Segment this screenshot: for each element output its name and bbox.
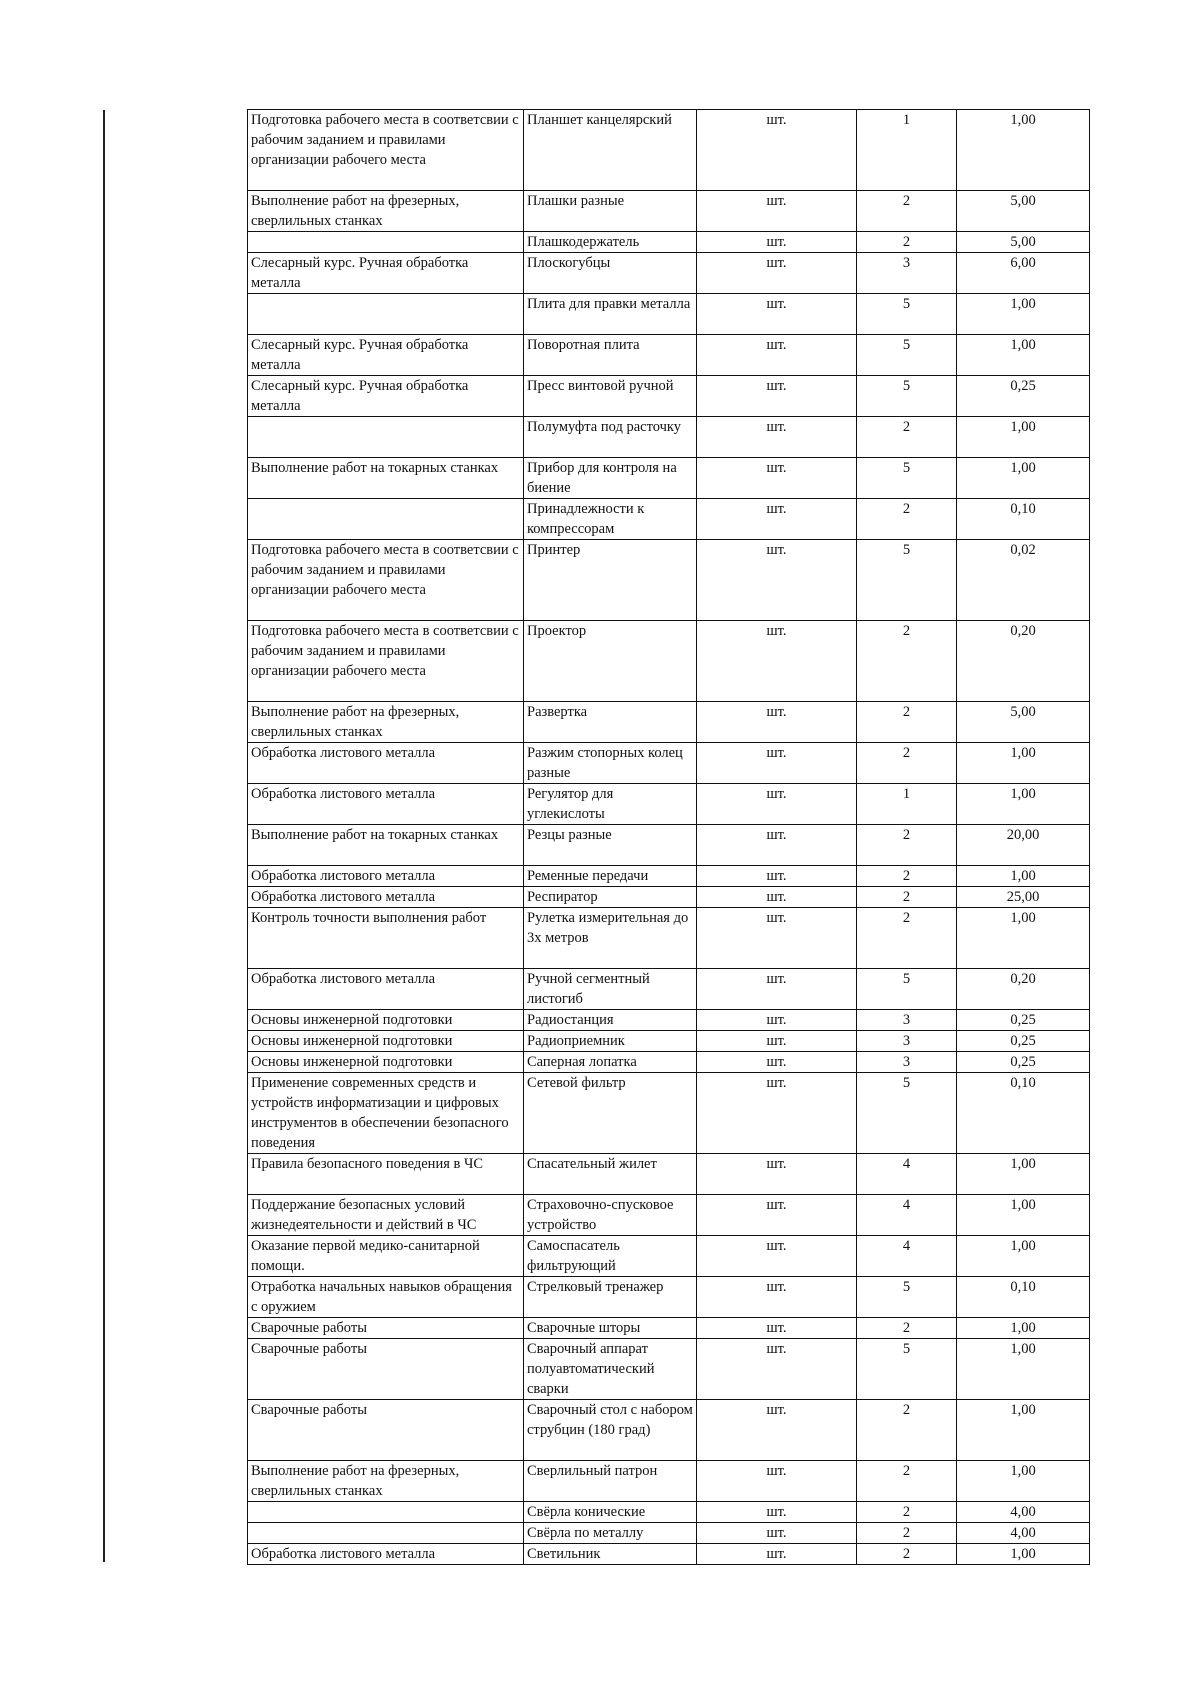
table-row <box>248 1073 1090 1154</box>
activity-cell: Сварочные работы <box>248 1318 524 1339</box>
activity-cell: Основы инженерной подготовки <box>248 1010 524 1031</box>
quantity-cell: 1 <box>857 110 957 191</box>
unit-cell: шт. <box>697 1544 857 1565</box>
table-row <box>248 335 1090 376</box>
table-row <box>248 1236 1090 1277</box>
value-cell: 1,00 <box>957 417 1090 458</box>
value-cell: 1,00 <box>957 784 1090 825</box>
activity-cell: Сварочные работы <box>248 1339 524 1400</box>
quantity-cell: 2 <box>857 417 957 458</box>
table-row <box>248 1544 1090 1565</box>
value-cell: 5,00 <box>957 232 1090 253</box>
item-name-cell: Плита для правки металла <box>524 294 697 335</box>
table-row <box>248 621 1090 702</box>
unit-cell: шт. <box>697 908 857 969</box>
value-cell: 0,20 <box>957 621 1090 702</box>
table-row <box>248 866 1090 887</box>
item-name-cell: Радиоприемник <box>524 1031 697 1052</box>
quantity-cell: 3 <box>857 253 957 294</box>
quantity-cell: 2 <box>857 866 957 887</box>
unit-cell: шт. <box>697 1400 857 1461</box>
activity-cell: Обработка листового металла <box>248 969 524 1010</box>
value-cell: 1,00 <box>957 743 1090 784</box>
item-name-cell: Сверлильный патрон <box>524 1461 697 1502</box>
item-name-cell: Самоспасатель фильтрующий <box>524 1236 697 1277</box>
table-row <box>248 232 1090 253</box>
table-row <box>248 1339 1090 1400</box>
value-cell: 0,10 <box>957 499 1090 540</box>
unit-cell: шт. <box>697 110 857 191</box>
quantity-cell: 4 <box>857 1154 957 1195</box>
activity-cell <box>248 1502 524 1523</box>
activity-cell <box>248 1523 524 1544</box>
unit-cell: шт. <box>697 866 857 887</box>
table-row <box>248 294 1090 335</box>
item-name-cell: Свёрла по металлу <box>524 1523 697 1544</box>
activity-cell: Обработка листового металла <box>248 887 524 908</box>
unit-cell: шт. <box>697 191 857 232</box>
activity-cell <box>248 294 524 335</box>
unit-cell: шт. <box>697 1318 857 1339</box>
unit-cell: шт. <box>697 499 857 540</box>
value-cell: 0,10 <box>957 1277 1090 1318</box>
item-name-cell: Регулятор для углекислоты <box>524 784 697 825</box>
activity-cell: Подготовка рабочего места в соответсвии с рабочим заданием и правилами организации рабочего места <box>248 110 524 191</box>
table-row <box>248 376 1090 417</box>
item-name-cell: Прибор для контроля на биение <box>524 458 697 499</box>
quantity-cell: 2 <box>857 191 957 232</box>
table-row <box>248 191 1090 232</box>
activity-cell: Выполнение работ на фрезерных, сверлильных станках <box>248 1461 524 1502</box>
item-name-cell: Светильник <box>524 1544 697 1565</box>
unit-cell: шт. <box>697 1523 857 1544</box>
activity-cell: Выполнение работ на фрезерных, сверлильных станках <box>248 191 524 232</box>
value-cell: 1,00 <box>957 110 1090 191</box>
item-name-cell: Принадлежности к компрессорам <box>524 499 697 540</box>
table-row <box>248 702 1090 743</box>
table-row <box>248 1195 1090 1236</box>
quantity-cell: 5 <box>857 1073 957 1154</box>
activity-cell: Слесарный курс. Ручная обработка металла <box>248 335 524 376</box>
item-name-cell: Пресс винтовой ручной <box>524 376 697 417</box>
table-row <box>248 253 1090 294</box>
value-cell: 1,00 <box>957 1339 1090 1400</box>
quantity-cell: 5 <box>857 335 957 376</box>
activity-cell: Правила безопасного поведения в ЧС <box>248 1154 524 1195</box>
quantity-cell: 2 <box>857 743 957 784</box>
value-cell: 0,25 <box>957 376 1090 417</box>
activity-cell: Подготовка рабочего места в соответсвии с рабочим заданием и правилами организации рабочего места <box>248 540 524 621</box>
table-row <box>248 1277 1090 1318</box>
item-name-cell: Сварочный аппарат полуавтоматический сварки <box>524 1339 697 1400</box>
table-row <box>248 969 1090 1010</box>
unit-cell: шт. <box>697 1073 857 1154</box>
activity-cell <box>248 499 524 540</box>
item-name-cell: Полумуфта под расточку <box>524 417 697 458</box>
value-cell: 1,00 <box>957 1236 1090 1277</box>
unit-cell: шт. <box>697 458 857 499</box>
activity-cell: Сварочные работы <box>248 1400 524 1461</box>
unit-cell: шт. <box>697 887 857 908</box>
value-cell: 1,00 <box>957 335 1090 376</box>
value-cell: 0,02 <box>957 540 1090 621</box>
value-cell: 1,00 <box>957 1195 1090 1236</box>
unit-cell: шт. <box>697 1010 857 1031</box>
table-row <box>248 1031 1090 1052</box>
value-cell: 25,00 <box>957 887 1090 908</box>
unit-cell: шт. <box>697 1031 857 1052</box>
value-cell: 1,00 <box>957 1400 1090 1461</box>
unit-cell: шт. <box>697 1502 857 1523</box>
activity-cell: Оказание первой медико-санитарной помощи. <box>248 1236 524 1277</box>
item-name-cell: Саперная лопатка <box>524 1052 697 1073</box>
activity-cell: Слесарный курс. Ручная обработка металла <box>248 253 524 294</box>
activity-cell: Применение современных средств и устройств информатизации и цифровых инструментов в обеспечении безопасного поведения <box>248 1073 524 1154</box>
table-row <box>248 1502 1090 1523</box>
quantity-cell: 3 <box>857 1031 957 1052</box>
value-cell: 5,00 <box>957 702 1090 743</box>
item-name-cell: Респиратор <box>524 887 697 908</box>
quantity-cell: 5 <box>857 540 957 621</box>
item-name-cell: Сварочные шторы <box>524 1318 697 1339</box>
activity-cell: Основы инженерной подготовки <box>248 1052 524 1073</box>
table-row <box>248 417 1090 458</box>
value-cell: 1,00 <box>957 458 1090 499</box>
table-row <box>248 784 1090 825</box>
activity-cell: Отработка начальных навыков обращения с оружием <box>248 1277 524 1318</box>
unit-cell: шт. <box>697 825 857 866</box>
table-row <box>248 1461 1090 1502</box>
item-name-cell: Плоскогубцы <box>524 253 697 294</box>
quantity-cell: 3 <box>857 1010 957 1031</box>
table-row <box>248 1010 1090 1031</box>
item-name-cell: Плашки разные <box>524 191 697 232</box>
table-row <box>248 887 1090 908</box>
table-row <box>248 1154 1090 1195</box>
quantity-cell: 5 <box>857 294 957 335</box>
activity-cell: Обработка листового металла <box>248 743 524 784</box>
quantity-cell: 3 <box>857 1052 957 1073</box>
activity-cell <box>248 417 524 458</box>
activity-cell: Выполнение работ на токарных станках <box>248 825 524 866</box>
item-name-cell: Стрелковый тренажер <box>524 1277 697 1318</box>
value-cell: 20,00 <box>957 825 1090 866</box>
quantity-cell: 2 <box>857 499 957 540</box>
quantity-cell: 2 <box>857 1523 957 1544</box>
activity-cell: Обработка листового металла <box>248 866 524 887</box>
quantity-cell: 2 <box>857 232 957 253</box>
unit-cell: шт. <box>697 784 857 825</box>
unit-cell: шт. <box>697 376 857 417</box>
activity-cell: Основы инженерной подготовки <box>248 1031 524 1052</box>
table-row <box>248 908 1090 969</box>
activity-cell: Обработка листового металла <box>248 1544 524 1565</box>
quantity-cell: 5 <box>857 1339 957 1400</box>
value-cell: 4,00 <box>957 1523 1090 1544</box>
quantity-cell: 1 <box>857 784 957 825</box>
table-row <box>248 458 1090 499</box>
item-name-cell: Проектор <box>524 621 697 702</box>
quantity-cell: 2 <box>857 1461 957 1502</box>
quantity-cell: 2 <box>857 621 957 702</box>
quantity-cell: 2 <box>857 1318 957 1339</box>
item-name-cell: Страховочно-спусковое устройство <box>524 1195 697 1236</box>
value-cell: 0,25 <box>957 1052 1090 1073</box>
value-cell: 1,00 <box>957 1461 1090 1502</box>
item-name-cell: Планшет канцелярский <box>524 110 697 191</box>
item-name-cell: Развертка <box>524 702 697 743</box>
quantity-cell: 2 <box>857 908 957 969</box>
unit-cell: шт. <box>697 1461 857 1502</box>
equipment-table-body <box>248 110 1090 1565</box>
value-cell: 1,00 <box>957 1318 1090 1339</box>
item-name-cell: Резцы разные <box>524 825 697 866</box>
unit-cell: шт. <box>697 540 857 621</box>
quantity-cell: 5 <box>857 458 957 499</box>
unit-cell: шт. <box>697 743 857 784</box>
unit-cell: шт. <box>697 1339 857 1400</box>
item-name-cell: Спасательный жилет <box>524 1154 697 1195</box>
activity-cell: Слесарный курс. Ручная обработка металла <box>248 376 524 417</box>
quantity-cell: 2 <box>857 702 957 743</box>
item-name-cell: Плашкодержатель <box>524 232 697 253</box>
value-cell: 1,00 <box>957 866 1090 887</box>
unit-cell: шт. <box>697 702 857 743</box>
value-cell: 4,00 <box>957 1502 1090 1523</box>
table-row <box>248 743 1090 784</box>
item-name-cell: Сетевой фильтр <box>524 1073 697 1154</box>
table-row <box>248 499 1090 540</box>
unit-cell: шт. <box>697 1154 857 1195</box>
unit-cell: шт. <box>697 1052 857 1073</box>
item-name-cell: Ручной сегментный листогиб <box>524 969 697 1010</box>
value-cell: 0,25 <box>957 1031 1090 1052</box>
value-cell: 6,00 <box>957 253 1090 294</box>
quantity-cell: 2 <box>857 1502 957 1523</box>
value-cell: 0,10 <box>957 1073 1090 1154</box>
table-row <box>248 1052 1090 1073</box>
value-cell: 1,00 <box>957 1544 1090 1565</box>
activity-cell: Поддержание безопасных условий жизнедеятельности и действий в ЧС <box>248 1195 524 1236</box>
activity-cell: Обработка листового металла <box>248 784 524 825</box>
unit-cell: шт. <box>697 232 857 253</box>
activity-cell: Контроль точности выполнения работ <box>248 908 524 969</box>
activity-cell: Выполнение работ на фрезерных, сверлильных станках <box>248 702 524 743</box>
table-row <box>248 1523 1090 1544</box>
quantity-cell: 2 <box>857 887 957 908</box>
table-row <box>248 540 1090 621</box>
unit-cell: шт. <box>697 294 857 335</box>
value-cell: 1,00 <box>957 908 1090 969</box>
activity-cell: Выполнение работ на токарных станках <box>248 458 524 499</box>
item-name-cell: Ременные передачи <box>524 866 697 887</box>
item-name-cell: Принтер <box>524 540 697 621</box>
value-cell: 5,00 <box>957 191 1090 232</box>
table-row <box>248 110 1090 191</box>
quantity-cell: 5 <box>857 969 957 1010</box>
value-cell: 1,00 <box>957 1154 1090 1195</box>
page-margin-line <box>103 110 105 1562</box>
quantity-cell: 5 <box>857 376 957 417</box>
item-name-cell: Свёрла конические <box>524 1502 697 1523</box>
unit-cell: шт. <box>697 417 857 458</box>
unit-cell: шт. <box>697 969 857 1010</box>
item-name-cell: Сварочный стол с набором струбцин (180 град) <box>524 1400 697 1461</box>
quantity-cell: 4 <box>857 1195 957 1236</box>
equipment-table <box>247 109 1090 1565</box>
unit-cell: шт. <box>697 1195 857 1236</box>
quantity-cell: 2 <box>857 825 957 866</box>
activity-cell <box>248 232 524 253</box>
table-row <box>248 825 1090 866</box>
value-cell: 1,00 <box>957 294 1090 335</box>
table-row <box>248 1318 1090 1339</box>
unit-cell: шт. <box>697 335 857 376</box>
item-name-cell: Разжим стопорных колец разные <box>524 743 697 784</box>
item-name-cell: Рулетка измерительная до 3х метров <box>524 908 697 969</box>
unit-cell: шт. <box>697 1236 857 1277</box>
value-cell: 0,20 <box>957 969 1090 1010</box>
unit-cell: шт. <box>697 1277 857 1318</box>
activity-cell: Подготовка рабочего места в соответсвии с рабочим заданием и правилами организации рабочего места <box>248 621 524 702</box>
quantity-cell: 2 <box>857 1544 957 1565</box>
unit-cell: шт. <box>697 253 857 294</box>
item-name-cell: Радиостанция <box>524 1010 697 1031</box>
unit-cell: шт. <box>697 621 857 702</box>
quantity-cell: 4 <box>857 1236 957 1277</box>
quantity-cell: 5 <box>857 1277 957 1318</box>
table-row <box>248 1400 1090 1461</box>
quantity-cell: 2 <box>857 1400 957 1461</box>
value-cell: 0,25 <box>957 1010 1090 1031</box>
item-name-cell: Поворотная плита <box>524 335 697 376</box>
